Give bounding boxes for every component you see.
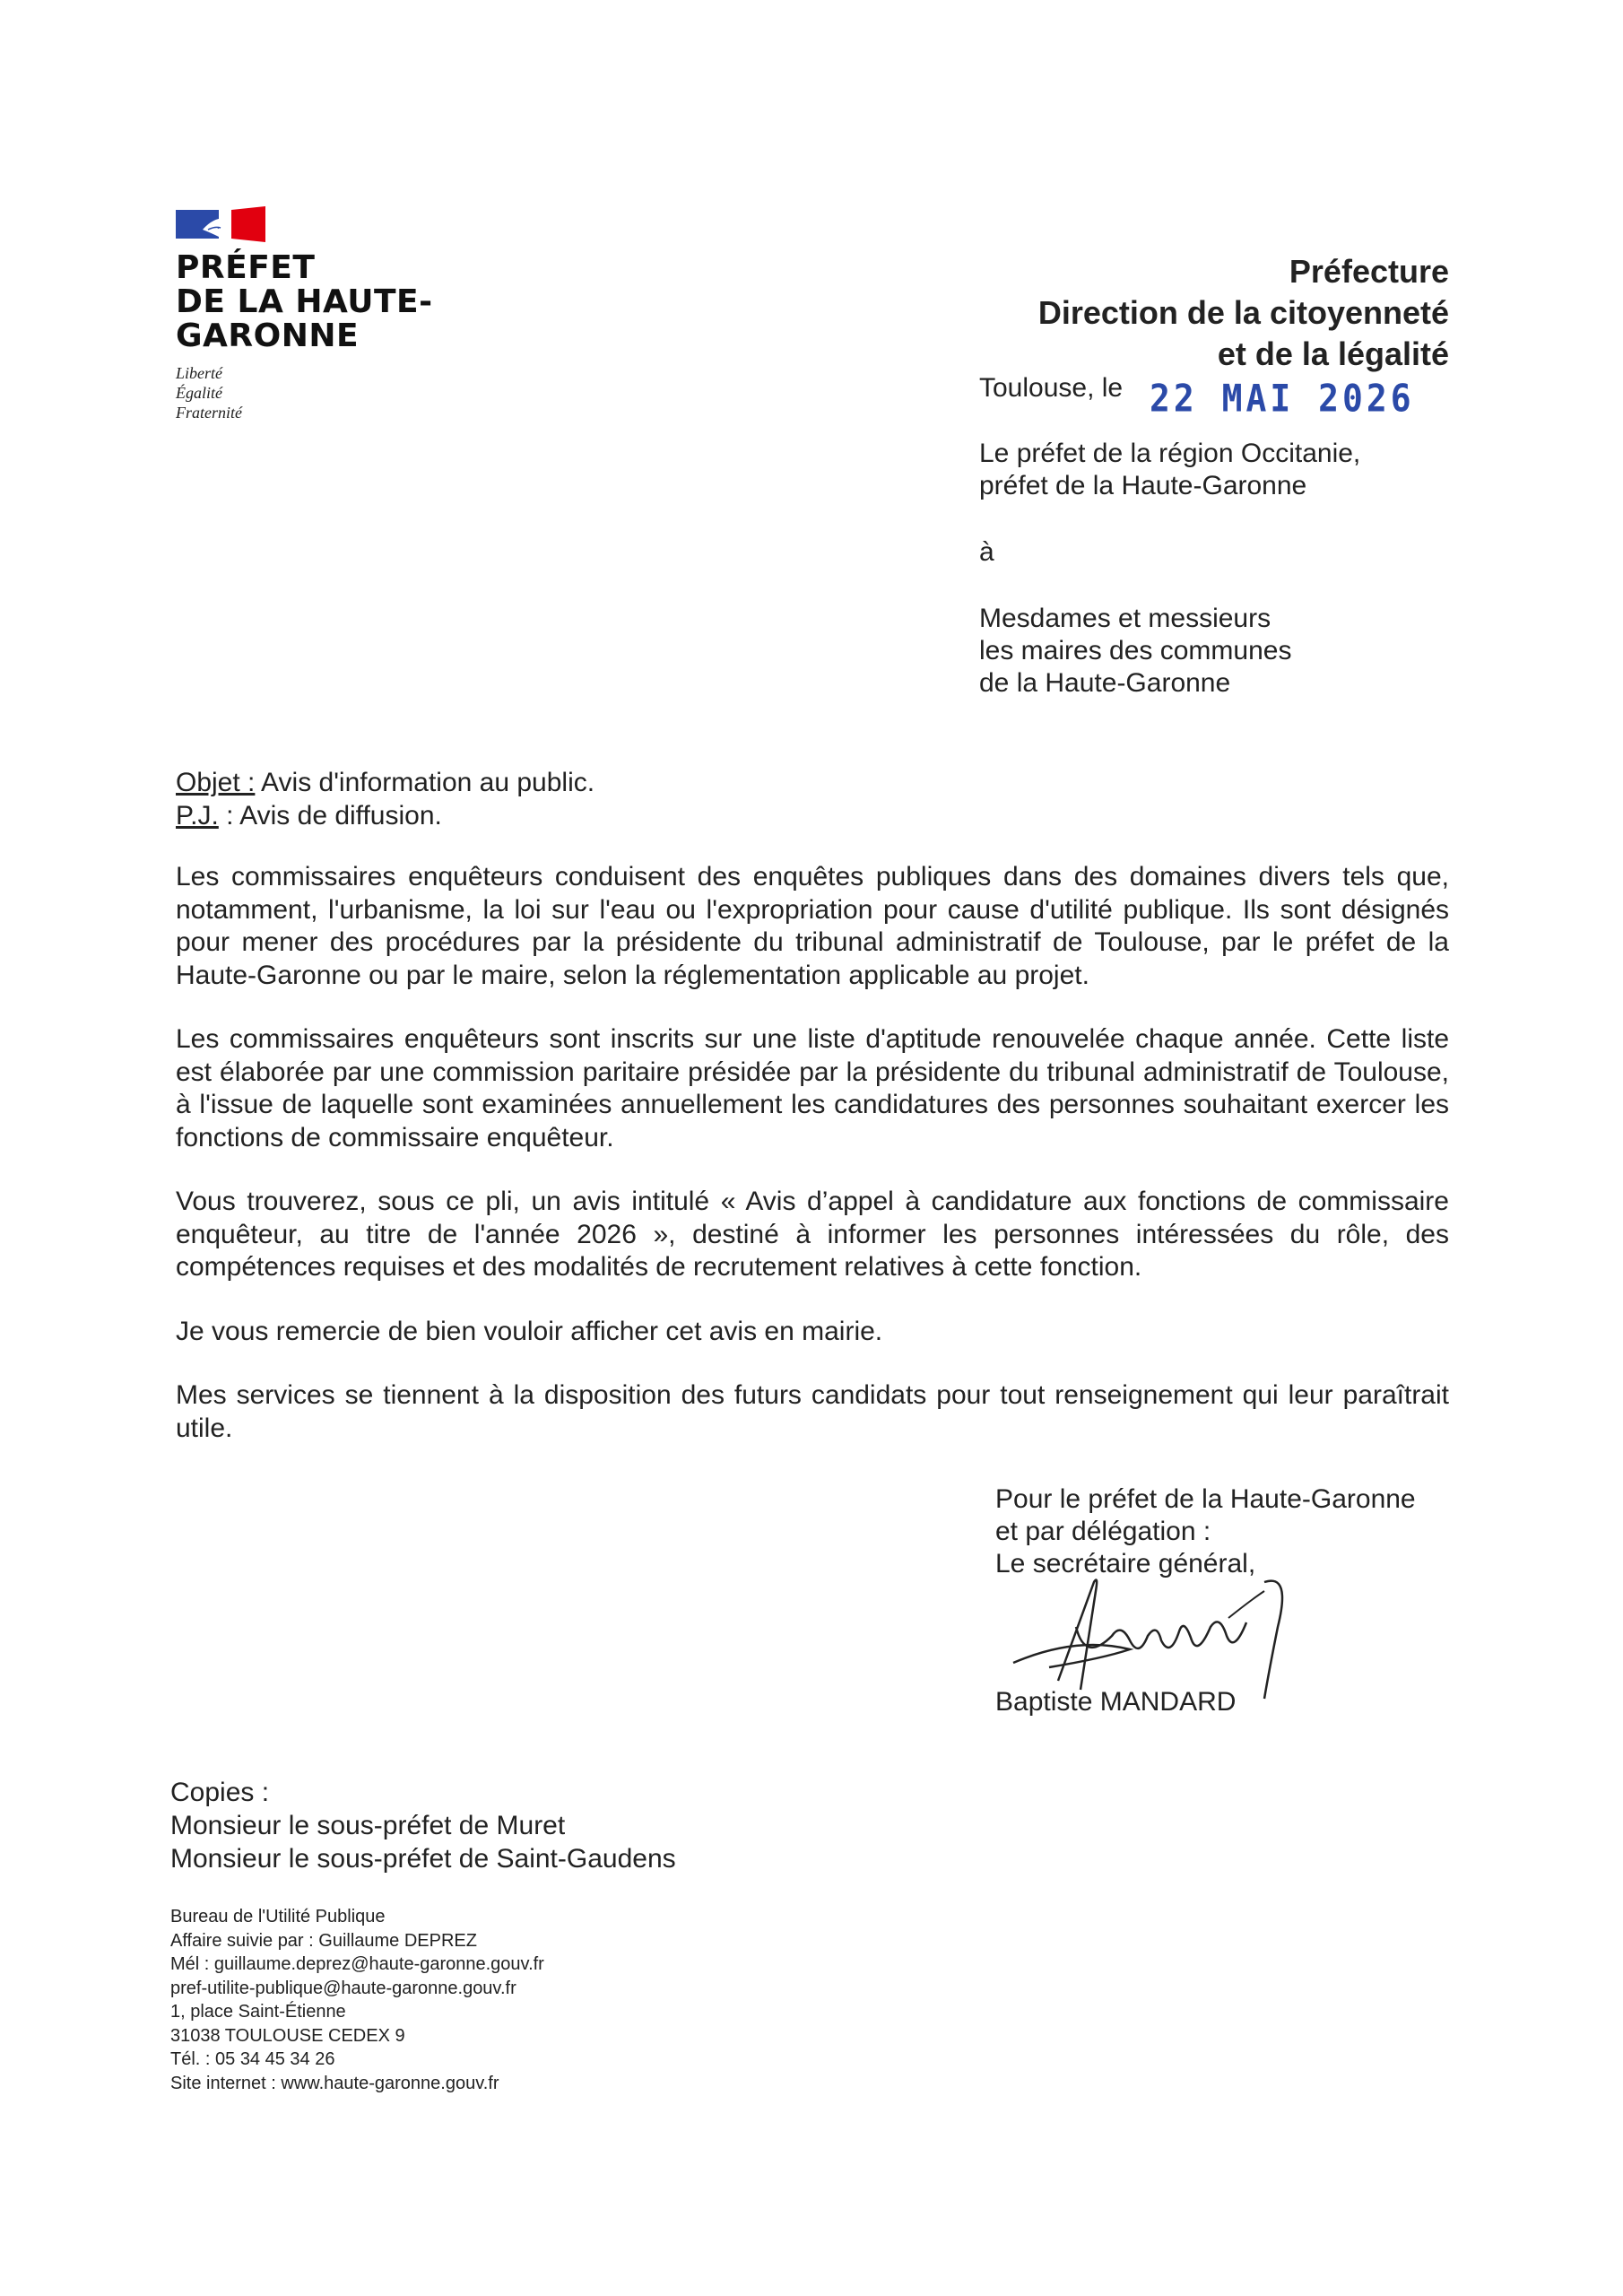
copy-recipient: Monsieur le sous-préfet de Muret	[170, 1811, 566, 1840]
signature-line: Pour le préfet de la Haute-Garonne	[995, 1484, 1416, 1514]
republic-motto	[176, 363, 242, 422]
to-word: à	[979, 537, 994, 567]
letter-body	[176, 861, 1449, 1476]
contact-line: Bureau de l'Utilité Publique	[170, 1907, 386, 1926]
recipient-line: de la Haute-Garonne	[979, 668, 1231, 698]
marianne-flag-icon	[176, 206, 265, 242]
sender	[979, 438, 1360, 502]
contact-line: 31038 TOULOUSE CEDEX 9	[170, 2025, 405, 2046]
prefecture-logo	[176, 206, 463, 439]
motto-liberte: Liberté	[176, 364, 222, 382]
subject-line	[176, 766, 595, 799]
copies-block	[170, 1776, 676, 1875]
subject-text: Avis d'information au public.	[255, 768, 595, 797]
contact-line: Site internet : www.haute-garonne.gouv.fr	[170, 2073, 499, 2093]
sender-line: préfet de la Haute-Garonne	[979, 471, 1307, 500]
service-line: Direction de la citoyenneté	[1037, 294, 1449, 331]
contact-line: 1, place Saint-Étienne	[170, 2002, 346, 2022]
contact-line: Tél. : 05 34 45 34 26	[170, 2049, 335, 2069]
signatory-name: Baptiste MANDARD	[995, 1687, 1237, 1717]
copy-recipient: Monsieur le sous-préfet de Saint-Gaudens	[170, 1844, 676, 1874]
contact-line: pref-utilite-publique@haute-garonne.gouv.fr	[170, 1978, 516, 1998]
copies-label: Copies :	[170, 1778, 270, 1807]
body-paragraph: Les commissaires enquêteurs conduisent des enquêtes publiques dans des domaines divers tels que, notamment, l'urbanisme, la loi sur l'eau ou l'expropriation pour cause d'utilité publique. Ils sont désignés pour mener des procédures par la présidente du tribunal administratif de Toulouse, par le préfet de la Haute-Garonne ou par le maire, selon la réglementation applicable au projet.	[176, 862, 1449, 990]
signature-line: Le secrétaire général,	[995, 1549, 1256, 1578]
body-paragraph: Les commissaires enquêteurs sont inscrits sur une liste d'aptitude renouvelée chaque année. Cette liste est élaborée par une commission paritaire présidée par la présidente du tribunal administratif de Toulouse, à l'issue de laquelle sont examinées annuellement les candidatures des personnes souhaitant exercer les fonctions de commissaire enquêteur.	[176, 1024, 1449, 1152]
subject-block	[176, 766, 595, 832]
motto-egalite: Égalité	[176, 384, 222, 402]
recipients	[979, 603, 1291, 700]
attachment-text: : Avis de diffusion.	[218, 801, 442, 831]
contact-block	[170, 1905, 544, 2095]
service-line: et de la légalité	[1217, 335, 1449, 372]
sender-line: Le préfet de la région Occitanie,	[979, 439, 1361, 468]
service-line: Préfecture	[1289, 253, 1449, 290]
body-paragraph: Vous trouverez, sous ce pli, un avis intitulé « Avis d’appel à candidature aux fonctions de commissaire enquêteur, au titre de l'année 2026 », destiné à informer les personnes intéressées du rôle, des compétences requises et des modalités de recrutement relatives à cette fonction.	[176, 1187, 1449, 1282]
date-stamp: 22 MAI 2026	[1150, 376, 1415, 421]
date-prefix: Toulouse, le	[979, 373, 1124, 403]
issuing-service	[897, 251, 1449, 375]
body-paragraph: Mes services se tiennent à la disposition des futurs candidats pour tout renseignement qui leur paraîtrait utile.	[176, 1380, 1449, 1443]
attachment-line	[176, 799, 595, 832]
prefet-title: PRÉFET DE LA HAUTE- GARONNE	[176, 249, 433, 354]
recipient-line: Mesdames et messieurs	[979, 604, 1271, 633]
subject-label: Objet :	[176, 768, 256, 797]
attachment-label: P.J.	[176, 801, 219, 831]
body-paragraph: Je vous remercie de bien vouloir afficher cet avis en mairie.	[176, 1316, 883, 1346]
signature-line: et par délégation :	[995, 1517, 1211, 1546]
signature-block	[995, 1483, 1462, 1717]
contact-line: Affaire suivie par : Guillaume DEPREZ	[170, 1930, 477, 1951]
recipient-line: les maires des communes	[979, 636, 1292, 665]
contact-line: Mél : guillaume.deprez@haute-garonne.gouv.fr	[170, 1954, 544, 1974]
motto-fraternite: Fraternité	[176, 404, 242, 422]
